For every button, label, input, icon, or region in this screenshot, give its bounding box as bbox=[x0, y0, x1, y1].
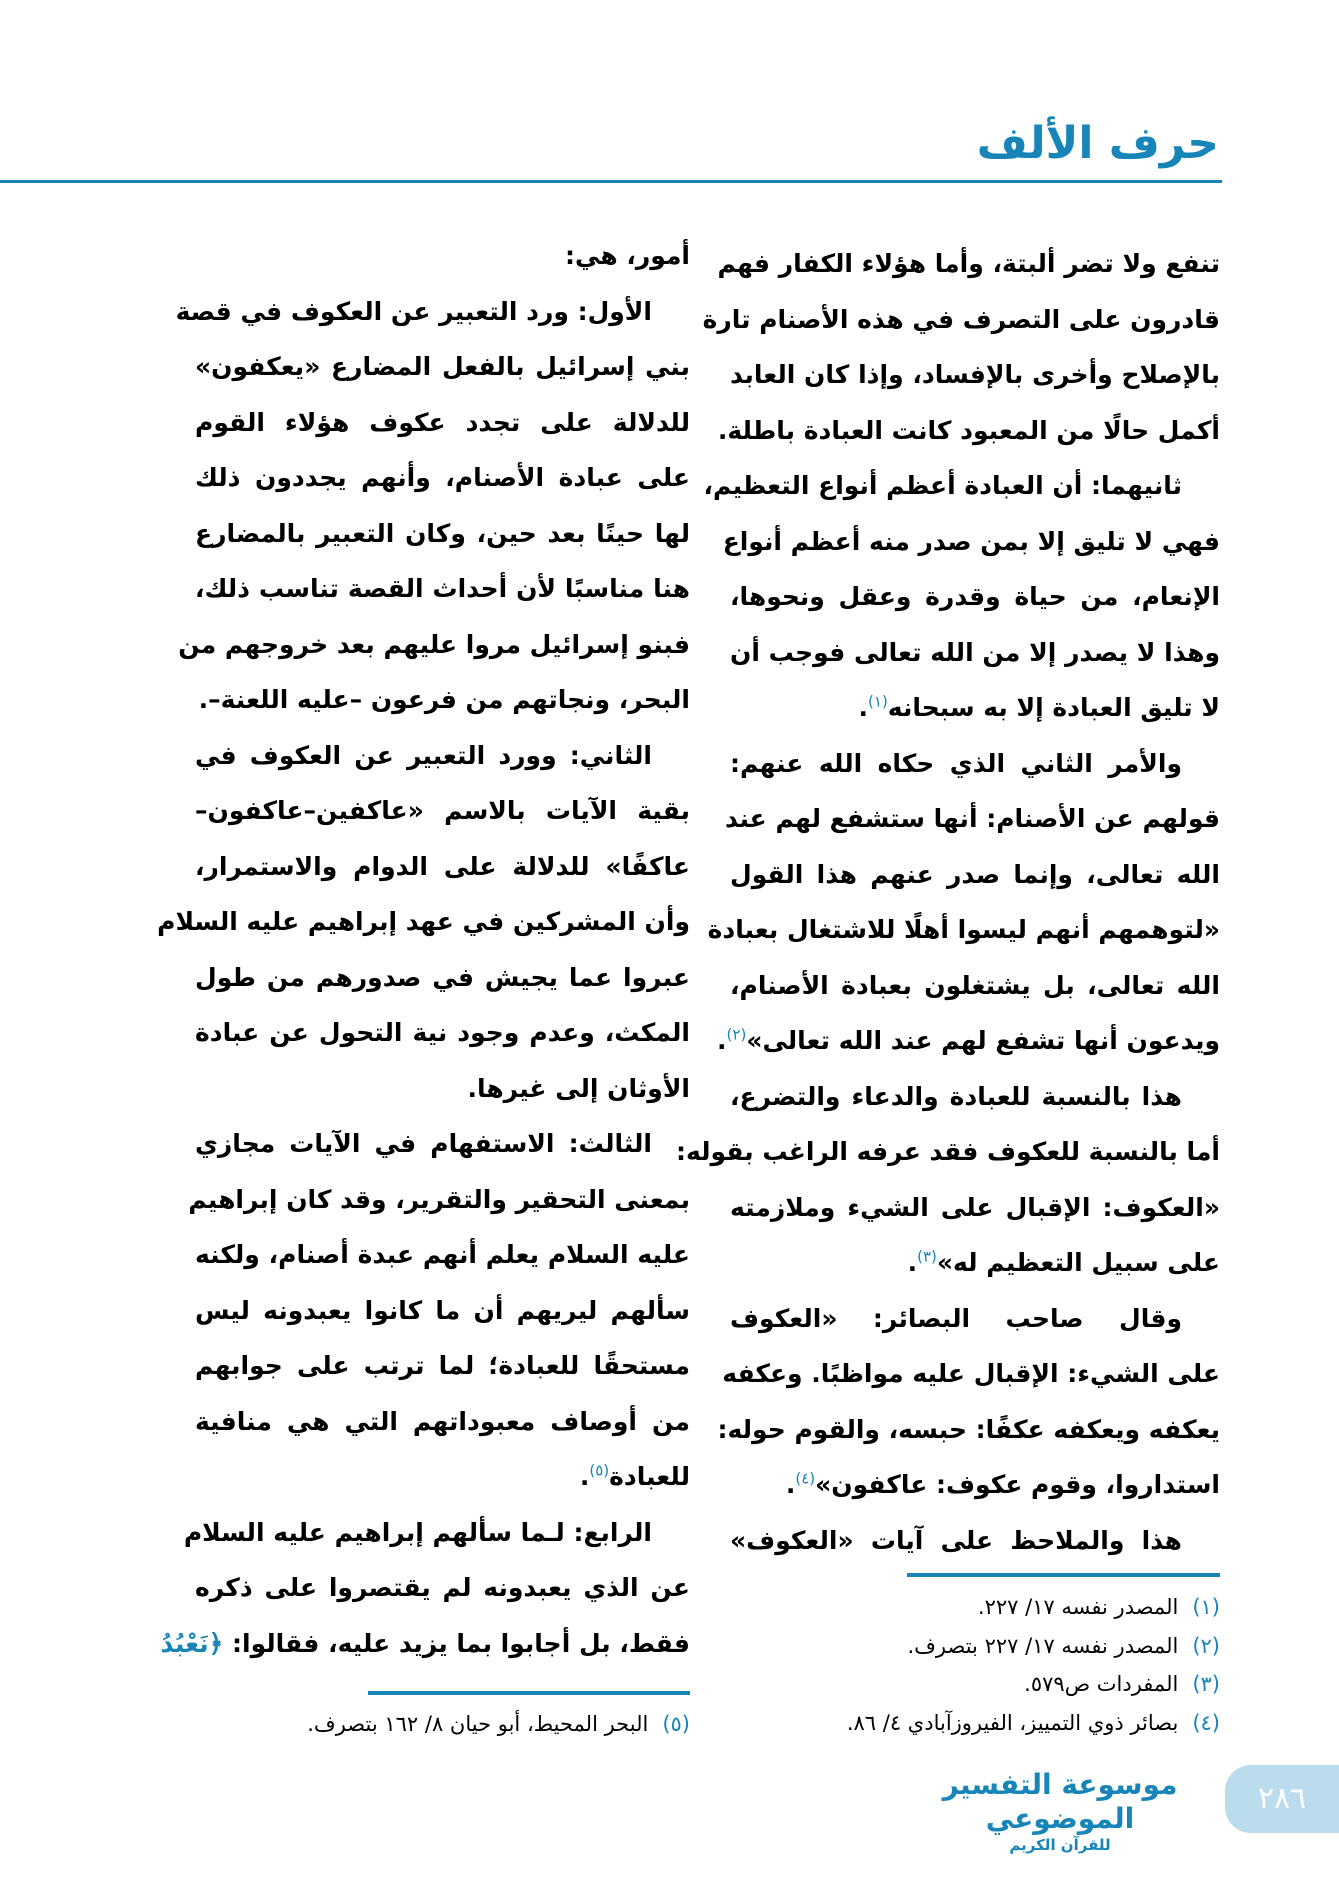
line-text: لها حينًا بعد حين، وكان التعبير بالمضارع bbox=[195, 518, 690, 548]
text-line bbox=[195, 1061, 690, 1117]
chapter-title: حرف الألف bbox=[976, 118, 1219, 169]
text-line bbox=[157, 894, 690, 950]
text-line bbox=[730, 347, 1220, 403]
footnote-divider-right bbox=[907, 1573, 1220, 1577]
footnote bbox=[307, 1705, 690, 1744]
line-text: قولهم عن الأصنام: أنها ستشفع لهم عند bbox=[725, 804, 1220, 833]
text-line bbox=[730, 958, 1220, 1014]
text-line bbox=[195, 1005, 690, 1061]
line-text: فقط، بل أجابوا بما يزيد عليه، فقالوا: bbox=[232, 1628, 690, 1658]
line-text: عبروا عما يجيش في صدورهم من طول bbox=[195, 962, 690, 992]
text-line bbox=[707, 902, 1220, 958]
text-line bbox=[730, 1069, 1220, 1125]
line-text: «العكوف: الإقبال على الشيء وملازمته bbox=[730, 1192, 1220, 1222]
footnote-number: (٢) bbox=[1192, 1633, 1220, 1658]
text-line bbox=[730, 625, 1220, 681]
text-line bbox=[188, 1172, 690, 1228]
footnote bbox=[847, 1704, 1220, 1743]
line-text: هذا بالنسبة للعبادة والدعاء والتضرع، bbox=[730, 1081, 1182, 1111]
line-text: بمعنى التحقير والتقرير، وقد كان إبراهيم bbox=[188, 1184, 690, 1214]
text-line bbox=[730, 1291, 1220, 1347]
line-text: هنا مناسبًا لأن أحداث القصة تناسب ذلك، bbox=[195, 574, 690, 603]
footnote bbox=[847, 1588, 1220, 1627]
line-text: عن الذي يعبدونه لم يقتصروا على ذكره bbox=[195, 1573, 690, 1602]
line-tail: . bbox=[907, 1248, 918, 1277]
text-line bbox=[730, 1235, 1220, 1291]
left-text-column bbox=[157, 228, 690, 1671]
text-line bbox=[160, 1616, 690, 1672]
footnote-number: (٥) bbox=[662, 1712, 690, 1736]
footnote-number: (٣) bbox=[1192, 1672, 1220, 1696]
text-line bbox=[195, 1283, 690, 1339]
line-text: وقال صاحب البصائر: «العكوف bbox=[730, 1303, 1182, 1333]
line-tail: . bbox=[579, 1462, 590, 1491]
line-text: أمور، هي: bbox=[565, 241, 690, 270]
footnote-text: المفردات ص٥٧٩. bbox=[1024, 1672, 1179, 1696]
line-text: مستحقًا للعبادة؛ لما ترتب على جوابهم bbox=[195, 1351, 690, 1380]
footnote-text: البحر المحيط، أبو حيان ٨/ ١٦٢ بتصرف. bbox=[307, 1712, 649, 1736]
text-line bbox=[183, 1505, 690, 1561]
line-text: ثانيهما: أن العبادة أعظم أنواع التعظيم، bbox=[703, 471, 1182, 500]
line-text: وأن المشركين في عهد إبراهيم عليه السلام bbox=[157, 907, 690, 936]
logo-title: موسوعة التفسير الموضوعي bbox=[942, 1768, 1178, 1835]
text-line bbox=[702, 292, 1220, 348]
text-line bbox=[195, 561, 690, 617]
logo-subtitle: للقرآن الكريم bbox=[1009, 1836, 1111, 1854]
line-text: الثالث: الاستفهام في الآيات مجازي bbox=[195, 1129, 652, 1158]
text-line bbox=[195, 228, 690, 284]
text-line bbox=[730, 1457, 1220, 1513]
line-text: استداروا، وقوم عكوف: عاكفون» bbox=[815, 1470, 1220, 1499]
line-text: لا تليق العبادة إلا به سبحانه bbox=[887, 693, 1220, 722]
line-text: الإنعام، من حياة وقدرة وعقل ونحوها، bbox=[730, 582, 1220, 611]
text-line bbox=[195, 950, 690, 1006]
line-text: يعكفه ويعكفه عكفًا: حبسه، والقوم حوله: bbox=[717, 1414, 1220, 1444]
line-text: ويدعون أنها تشفع لهم عند الله تعالى» bbox=[746, 1026, 1220, 1055]
line-text: البحر، ونجاتهم من فرعون –عليه اللعنة–. bbox=[198, 685, 690, 714]
line-text: عليه السلام يعلم أنهم عبدة أصنام، ولكنه bbox=[195, 1240, 690, 1269]
footnote-marker: (٤) bbox=[795, 1469, 816, 1488]
line-text: على الشيء: الإقبال عليه مواظبًا. وعكفه bbox=[722, 1359, 1220, 1388]
line-text: المكث، وعدم وجود نية التحول عن عبادة bbox=[195, 1018, 690, 1047]
footnotes-right bbox=[847, 1588, 1220, 1742]
text-line bbox=[730, 1513, 1220, 1569]
text-line bbox=[195, 450, 690, 506]
page-number: ٢٨٦ bbox=[1225, 1765, 1339, 1833]
text-line bbox=[195, 672, 690, 728]
text-line bbox=[195, 339, 690, 395]
line-text: الله تعالى، وإنما صدر عنهم هذا القول bbox=[730, 859, 1220, 889]
text-line bbox=[730, 736, 1220, 792]
text-line bbox=[195, 1394, 690, 1450]
line-text: الأوثان إلى غيرها. bbox=[467, 1073, 690, 1103]
text-line bbox=[195, 1338, 690, 1394]
line-text: من أوصاف معبوداتهم التي هي منافية bbox=[195, 1406, 690, 1436]
text-line bbox=[730, 569, 1220, 625]
line-text: فهي لا تليق إلا بمن صدر منه أعظم أنواع bbox=[722, 526, 1220, 556]
line-text: الرابع: لـما سألهم إبراهيم عليه السلام bbox=[183, 1517, 652, 1547]
footnote-text: المصدر نفسه ١٧/ ٢٢٧ بتصرف. bbox=[907, 1633, 1179, 1658]
text-line bbox=[722, 1346, 1220, 1402]
footnote-marker: (٣) bbox=[917, 1247, 937, 1266]
text-line bbox=[722, 514, 1220, 570]
text-line bbox=[730, 1180, 1220, 1236]
line-text: والأمر الثاني الذي حكاه الله عنهم: bbox=[730, 748, 1182, 778]
text-line bbox=[717, 236, 1220, 292]
line-text: قادرون على التصرف في هذه الأصنام تارة bbox=[702, 304, 1220, 334]
text-line bbox=[725, 791, 1220, 847]
footnotes-left bbox=[307, 1705, 690, 1744]
text-line bbox=[195, 1449, 690, 1505]
line-text: للعبادة bbox=[609, 1462, 690, 1491]
text-line bbox=[175, 284, 690, 340]
text-line bbox=[703, 458, 1220, 514]
right-text-column bbox=[676, 236, 1220, 1568]
line-text: الأول: ورد التعبير عن العكوف في قصة bbox=[175, 296, 652, 326]
footnote-number: (١) bbox=[1192, 1595, 1220, 1619]
line-text: على عبادة الأصنام، وأنهم يجددون ذلك bbox=[195, 463, 690, 492]
line-text: سألهم ليريهم أن ما كانوا يعبدونه ليس bbox=[195, 1295, 690, 1325]
footnote-marker: (٢) bbox=[726, 1025, 747, 1044]
text-line bbox=[195, 1227, 690, 1283]
text-line bbox=[717, 1402, 1220, 1458]
line-text: على سبيل التعظيم له» bbox=[936, 1248, 1220, 1277]
line-text: تنفع ولا تضر ألبتة، وأما هؤلاء الكفار فهم bbox=[717, 249, 1220, 278]
line-text: الله تعالى، بل يشتغلون بعبادة الأصنام، bbox=[730, 970, 1220, 1000]
text-line bbox=[195, 1560, 690, 1616]
line-text: وهذا لا يصدر إلا من الله تعالى فوجب أن bbox=[730, 637, 1220, 667]
line-tail: . bbox=[858, 693, 869, 722]
text-line bbox=[730, 847, 1220, 903]
text-line bbox=[717, 403, 1220, 459]
text-line bbox=[730, 680, 1220, 736]
line-text: الثاني: وورد التعبير عن العكوف في bbox=[195, 740, 652, 770]
text-line bbox=[195, 395, 690, 451]
text-line bbox=[195, 506, 690, 562]
line-text: هذا والملاحظ على آيات «العكوف» bbox=[730, 1525, 1182, 1555]
line-text: «لتوهمهم أنهم ليسوا أهلًا للاشتغال بعبادة bbox=[707, 915, 1220, 944]
line-text: أما بالنسبة للعكوف فقد عرفه الراغب بقوله: bbox=[676, 1137, 1220, 1166]
text-line bbox=[178, 617, 690, 673]
footnote bbox=[847, 1627, 1220, 1666]
text-line bbox=[195, 839, 690, 895]
line-text: بالإصلاح وأخرى بالإفساد، وإذا كان العابد bbox=[730, 360, 1220, 389]
text-line bbox=[717, 1013, 1220, 1069]
footnote-divider-left bbox=[368, 1691, 690, 1695]
line-tail: . bbox=[785, 1470, 796, 1499]
header-divider bbox=[0, 180, 1222, 183]
line-tail: . bbox=[717, 1026, 727, 1055]
text-line bbox=[195, 783, 690, 839]
line-text: عاكفًا» للدلالة على الدوام والاستمرار، bbox=[195, 851, 690, 881]
quran-verse-start: ﴿نَعْبُدُ bbox=[160, 1628, 224, 1658]
line-text: للدلالة على تجدد عكوف هؤلاء القوم bbox=[195, 407, 690, 437]
footnote-number: (٤) bbox=[1192, 1710, 1220, 1735]
line-text: أكمل حالًا من المعبود كانت العبادة باطلة. bbox=[717, 415, 1220, 445]
line-text: بني إسرائيل بالفعل المضارع «يعكفون» bbox=[195, 352, 690, 381]
line-text: فبنو إسرائيل مروا عليهم بعد خروجهم من bbox=[178, 629, 690, 659]
footnote-marker: (١) bbox=[868, 692, 888, 711]
footnote bbox=[847, 1665, 1220, 1704]
footnote-text: بصائر ذوي التمييز، الفيروزآبادي ٤/ ٨٦. bbox=[846, 1710, 1179, 1735]
line-text: بقية الآيات بالاسم «عاكفين–عاكفون– bbox=[195, 796, 690, 825]
text-line bbox=[676, 1124, 1220, 1180]
text-line bbox=[195, 1116, 690, 1172]
text-line bbox=[195, 728, 690, 784]
encyclopedia-logo bbox=[930, 1768, 1190, 1854]
footnote-marker: (٥) bbox=[589, 1461, 610, 1480]
footnote-text: المصدر نفسه ١٧/ ٢٢٧. bbox=[977, 1595, 1179, 1619]
